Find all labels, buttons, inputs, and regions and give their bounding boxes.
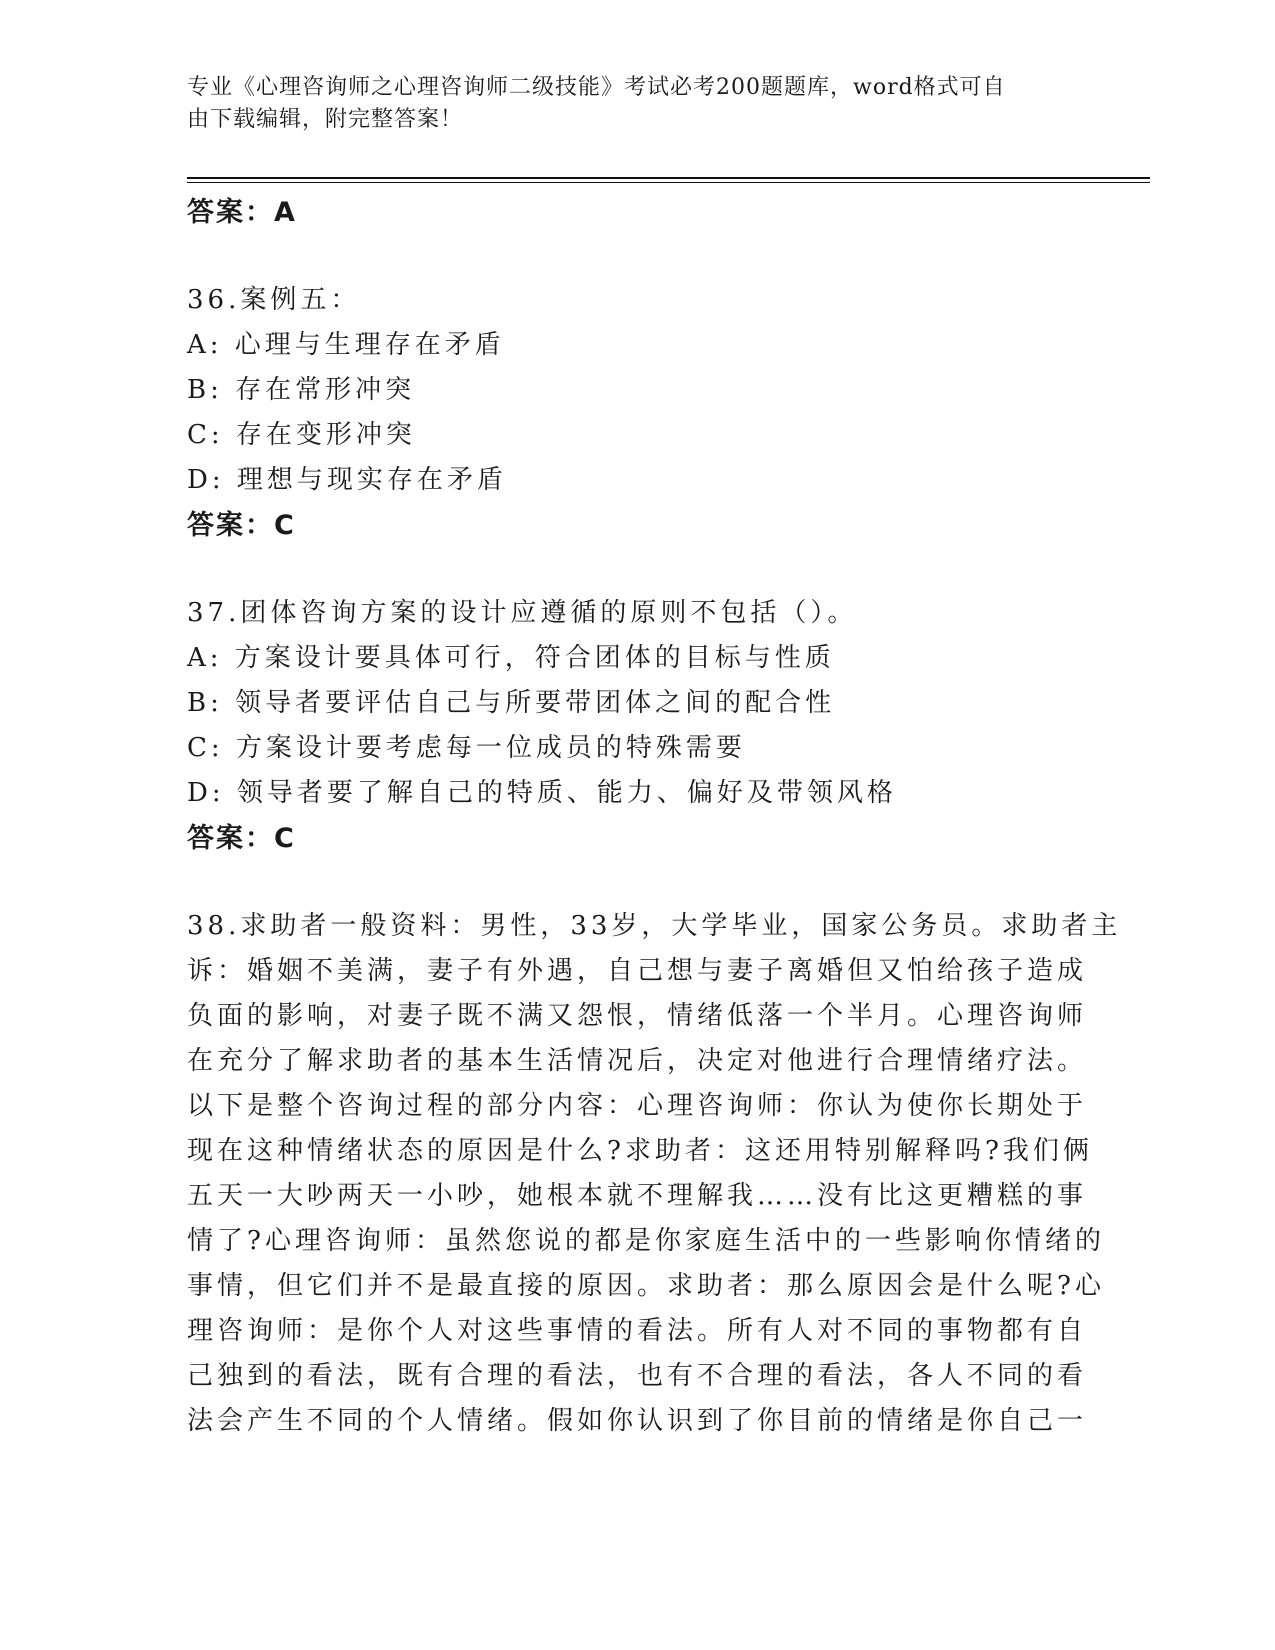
header-rule-thin xyxy=(187,182,1150,183)
paragraph-line: 38.求助者一般资料：男性，33岁，大学毕业，国家公务员。求助者主 xyxy=(187,911,1122,941)
header-line-2: 由下载编辑，附完整答案！ xyxy=(187,107,464,132)
question-36 xyxy=(187,278,1087,548)
question-38 xyxy=(187,904,1122,1444)
paragraph-line: 情了?心理咨询师：虽然您说的都是你家庭生活中的一些影响你情绪的 xyxy=(187,1226,1105,1256)
spacer xyxy=(187,548,1087,591)
question-37 xyxy=(187,591,1087,861)
paragraph-line: 法会产生不同的个人情绪。假如你认识到了你目前的情绪是你自己一 xyxy=(187,1406,1088,1436)
option-c: C: 存在变形冲突 xyxy=(187,420,416,450)
document-body xyxy=(187,190,1122,1444)
option-c: C: 方案设计要考虑每一位成员的特殊需要 xyxy=(187,733,746,763)
question-title: 37.团体咨询方案的设计应遵循的原则不包括（）。 xyxy=(187,598,858,628)
paragraph-line: 现在这种情绪状态的原因是什么?求助者：这还用特别解释吗?我们俩 xyxy=(187,1136,1093,1166)
spacer xyxy=(187,861,1087,904)
paragraph-line: 负面的影响，对妻子既不满又怨恨，情绪低落一个半月。心理咨询师 xyxy=(187,1001,1088,1031)
document-header xyxy=(187,72,1067,136)
option-d: D: 领导者要了解自己的特质、能力、偏好及带领风格 xyxy=(187,778,897,808)
question-title: 36.案例五： xyxy=(187,285,361,315)
option-a: A: 心理与生理存在矛盾 xyxy=(187,330,505,360)
paragraph-line: 事情，但它们并不是最直接的原因。求助者：那么原因会是什么呢?心 xyxy=(187,1271,1105,1301)
option-d: D: 理想与现实存在矛盾 xyxy=(187,465,507,495)
spacer xyxy=(187,235,1087,278)
paragraph-line: 五天一大吵两天一小吵，她根本就不理解我……没有比这更糟糕的事 xyxy=(187,1181,1088,1211)
answer: 答案：C xyxy=(187,510,296,541)
paragraph-line: 己独到的看法，既有合理的看法，也有不合理的看法，各人不同的看 xyxy=(187,1361,1088,1391)
option-b: B: 领导者要评估自己与所要带团体之间的配合性 xyxy=(187,688,836,718)
header-line-1: 专业《心理咨询师之心理咨询师二级技能》考试必考200题题库，word格式可自 xyxy=(187,75,1006,100)
paragraph-line: 以下是整个咨询过程的部分内容：心理咨询师：你认为使你长期处于 xyxy=(187,1091,1088,1121)
option-a: A: 方案设计要具体可行，符合团体的目标与性质 xyxy=(187,643,835,673)
answer-previous: 答案：A xyxy=(187,197,297,228)
paragraph-line: 理咨询师：是你个人对这些事情的看法。所有人对不同的事物都有自 xyxy=(187,1316,1088,1346)
paragraph-line: 在充分了解求助者的基本生活情况后，决定对他进行合理情绪疗法。 xyxy=(187,1046,1088,1076)
answer: 答案：C xyxy=(187,823,296,854)
option-b: B: 存在常形冲突 xyxy=(187,375,416,405)
header-rule-thick xyxy=(187,177,1150,179)
paragraph-line: 诉：婚姻不美满，妻子有外遇，自己想与妻子离婚但又怕给孩子造成 xyxy=(187,956,1088,986)
